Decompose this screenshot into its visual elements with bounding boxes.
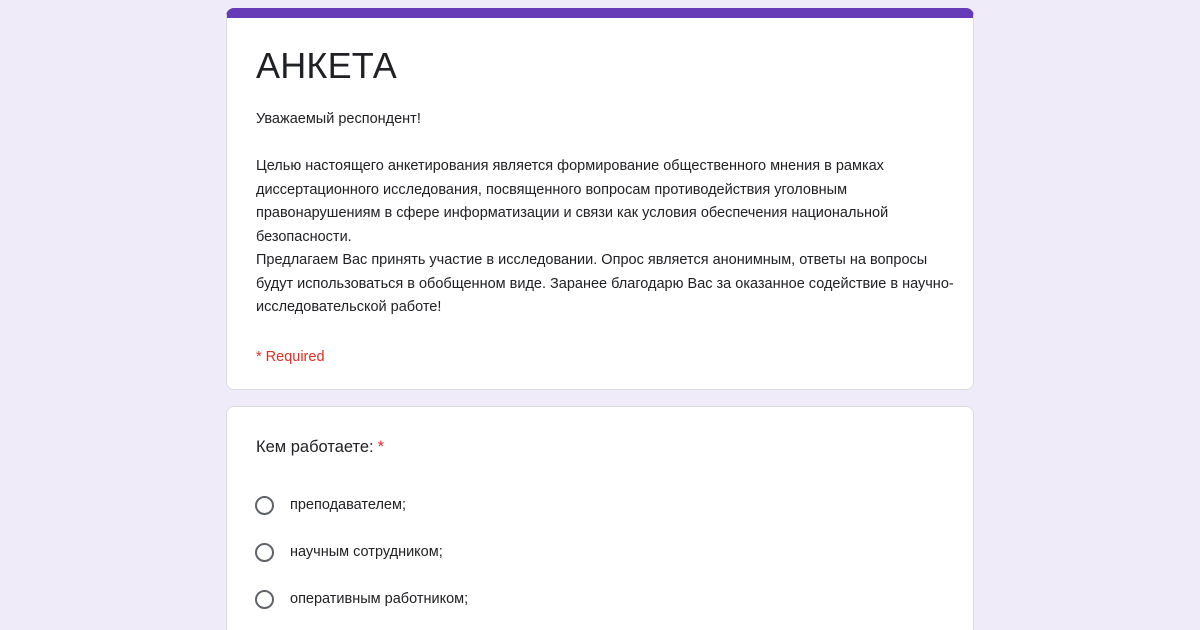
radio-option-researcher[interactable] xyxy=(255,539,443,565)
radio-button-icon[interactable] xyxy=(255,496,274,515)
question-title xyxy=(256,438,384,457)
radio-option-label: научным сотрудником; xyxy=(290,544,443,560)
radio-option-label: преподавателем; xyxy=(290,497,406,513)
radio-button-icon[interactable] xyxy=(255,543,274,562)
required-note: * Required xyxy=(256,349,325,365)
form-description: Уважаемый респондент! Целью настоящего анкетирования является формирование общественного мнения в рамках диссертационного исследования, посвященного вопросам противодействия уголовным правонарушениям в сфере информатизации и связи как условия обеспечения национальной безопасности. Предлагаем Вас принять участие в исследовании. Опрос является анонимным, ответы на вопросы будут использоваться в обобщенном виде. Заранее благодарю Вас за оказанное содействие в научно-исследовательской работе! xyxy=(256,111,954,315)
radio-button-icon[interactable] xyxy=(255,590,274,609)
form-title: АНКЕТА xyxy=(256,45,397,86)
radio-option-teacher[interactable] xyxy=(255,492,406,518)
required-asterisk: * xyxy=(377,438,385,456)
form-header-card xyxy=(226,8,974,390)
question-title-text: Кем работаете: xyxy=(256,438,374,456)
question-card xyxy=(226,406,974,630)
radio-option-operative[interactable] xyxy=(255,586,468,612)
radio-option-label: оперативным работником; xyxy=(290,591,469,607)
